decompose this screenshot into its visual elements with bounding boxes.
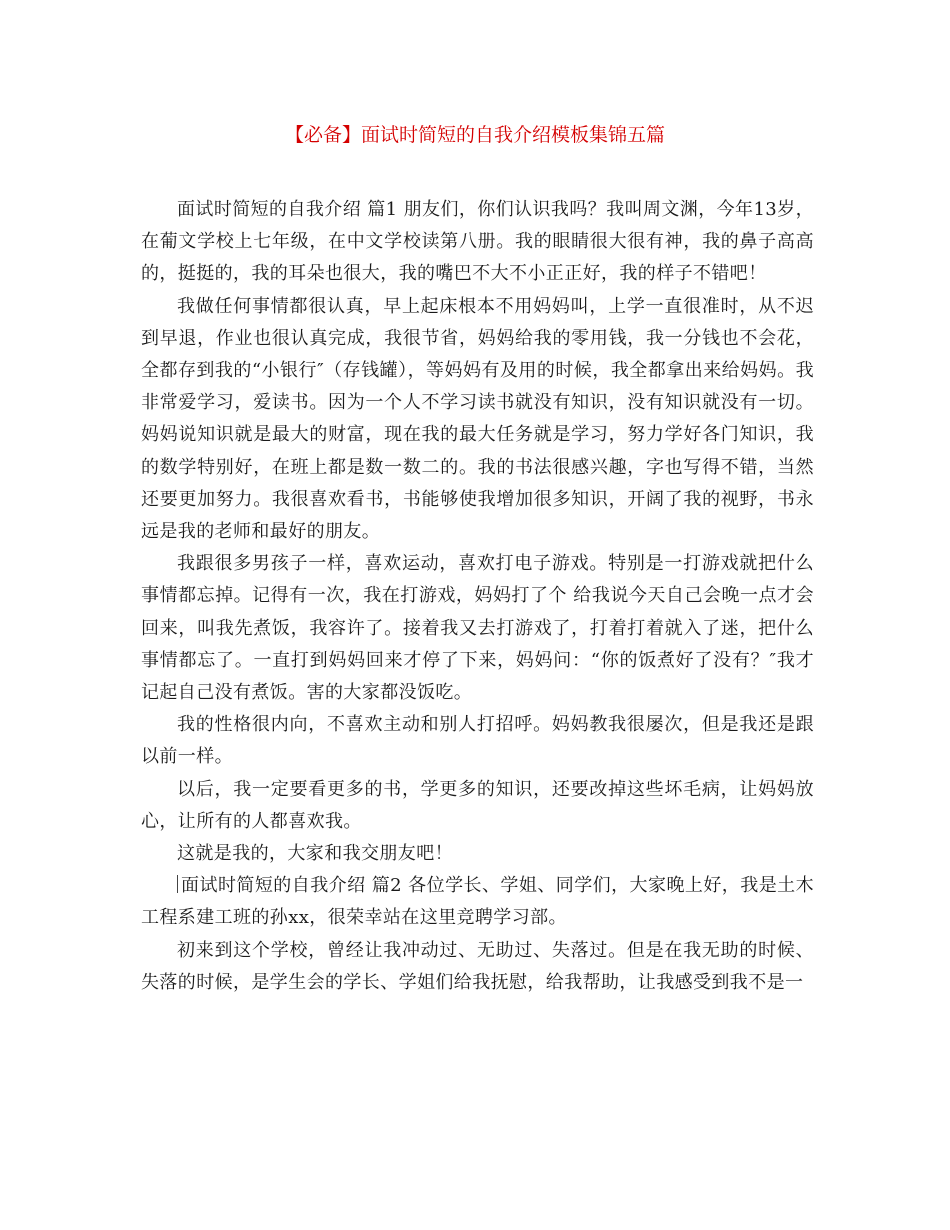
- paragraph: 以后，我一定要看更多的书，学更多的知识，还要改掉这些坏毛病，让妈妈放心，让所有的人都喜欢我。: [141, 778, 814, 832]
- paragraph: 这就是我的，大家和我交朋友吧！: [177, 843, 453, 865]
- document-title: 【必备】面试时简短的自我介绍模板集锦五篇: [284, 124, 665, 146]
- text-cursor: [177, 875, 178, 893]
- paragraph: 我的性格很内向，不喜欢主动和别人打招呼。妈妈教我很屡次，但是我还是跟以前一样。: [141, 714, 814, 768]
- paragraph-with-cursor[interactable]: [141, 870, 814, 934]
- paragraph: 面试时简短的自我介绍 篇1 朋友们，你们认识我吗？我叫周文渊，今年13岁，在葡文学校上七年级，在中文学校读第八册。我的眼睛很大很有神，我的鼻子高高的，挺挺的，我的耳朵也很大，我的嘴巴不大不小正正好，我的样子不错吧！: [141, 199, 814, 285]
- paragraph-text: 面试时简短的自我介绍 篇2 各位学长、学姐、同学们，大家晚上好，我是土木工程系建工班的孙xx，很荣幸站在这里竞聘学习部。: [141, 875, 814, 929]
- document-body: [141, 194, 814, 999]
- paragraph: 初来到这个学校，曾经让我冲动过、无助过、失落过。但是在我无助的时候、失落的时候，是学生会的学长、学姐们给我抚慰，给我帮助，让我感受到我不是一: [141, 939, 814, 993]
- paragraph: 我做任何事情都很认真，早上起床根本不用妈妈叫，上学一直很准时，从不迟到早退，作业也很认真完成，我很节省，妈妈给我的零用钱，我一分钱也不会花，全都存到我的“小银行″（存钱罐），等妈妈有及用的时候，我全都拿出来给妈妈。我非常爱学习，爱读书。因为一个人不学习读书就没有知识，没有知识就没有一切。妈妈说知识就是最大的财富，现在我的最大任务就是学习，努力学好各门知识，我的数学特别好，在班上都是数一数二的。我的书法很感兴趣，字也写得不错，当然还要更加努力。我很喜欢看书，书能够使我增加很多知识，开阔了我的视野，书永远是我的老师和最好的朋友。: [141, 295, 814, 543]
- paragraph: 我跟很多男孩子一样，喜欢运动，喜欢打电子游戏。特别是一打游戏就把什么事情都忘掉。记得有一次，我在打游戏，妈妈打了个 给我说今天自己会晚一点才会回来，叫我先煮饭，我容许了。接着我又去打游戏了，打着打着就入了迷，把什么事情都忘了。一直打到妈妈回来才停了下来，妈妈问：“你的饭煮好了没有？″我才记起自己没有煮饭。害的大家都没饭吃。: [141, 553, 814, 704]
